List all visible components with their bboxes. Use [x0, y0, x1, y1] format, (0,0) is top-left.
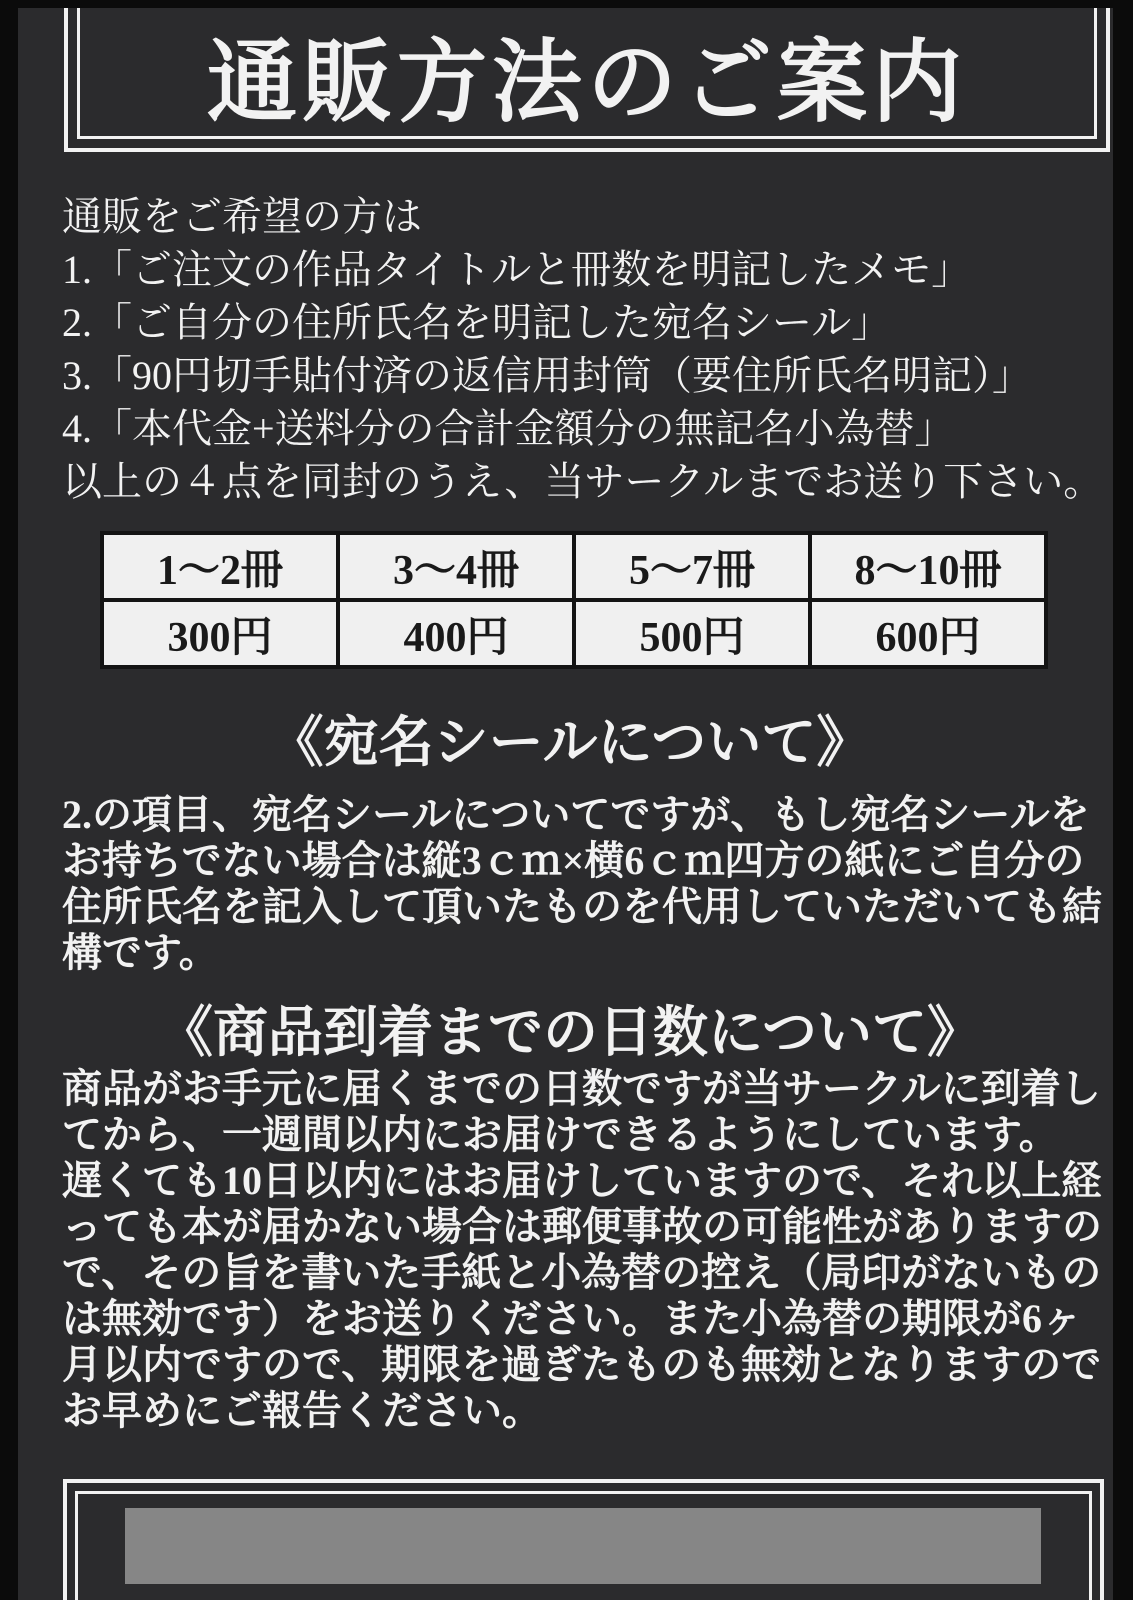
intro-line: 1.「ご注文の作品タイトルと冊数を明記したメモ」 [62, 247, 972, 292]
intro-line: 2.「ご自分の住所氏名を明記した宛名シール」 [62, 300, 892, 345]
intro-line: 以上の４点を同封のうえ、当サークルまでお送り下さい。 [62, 459, 1104, 504]
paragraph-line: で、その旨を書いた手紙と小為替の控え（局印がないもの [62, 1250, 1102, 1295]
intro-line: 4.「本代金+送料分の合計金額分の無記名小為替」 [62, 406, 955, 451]
paragraph-line: てから、一週間以内にお届けできるようにしています。 [62, 1112, 1059, 1157]
price-table-value-cell: 400円 [340, 602, 572, 665]
paragraph-line: お持ちでない場合は縦3ｃｍ×横6ｃｍ四方の紙にご自分の [62, 838, 1085, 883]
intro-line: 通販をご希望の方は [62, 194, 422, 239]
price-table-value-cell: 600円 [812, 602, 1044, 665]
paragraph-line: は無効です）をお送りください。また小為替の期限が6ヶ [62, 1296, 1082, 1341]
page-title: 通販方法のご案内 [207, 34, 967, 133]
redacted-address-area [125, 1508, 1041, 1584]
intro-text-block [62, 190, 1103, 508]
price-table-value-cell: 500円 [576, 602, 808, 665]
section-heading-address-label: 《宛名シールについて》 [268, 712, 872, 773]
paragraph-line: 商品がお手元に届くまでの日数ですが当サークルに到着し [62, 1066, 1101, 1111]
delivery-days-paragraph [62, 1066, 1102, 1434]
price-table-header-cell: 5～7冊 [576, 535, 808, 598]
price-table-value-cell: 300円 [104, 602, 336, 665]
paragraph-line: 構です。 [62, 930, 219, 975]
paragraph-line: お早めにご報告ください。 [62, 1388, 542, 1433]
paragraph-line: 遅くても10日以内にはお届けしていますので、それ以上経 [62, 1158, 1102, 1203]
price-table-header-cell: 1～2冊 [104, 535, 336, 598]
title-box [64, 0, 1110, 152]
section-heading-delivery-days: 《商品到着までの日数について》 [158, 1002, 982, 1063]
intro-line: 3.「90円切手貼付済の返信用封筒（要住所氏名明記）」 [62, 353, 1032, 398]
price-table-header-cell: 8～10冊 [812, 535, 1044, 598]
paragraph-line: 住所氏名を記入して頂いたものを代用していただいても結 [62, 884, 1102, 929]
scan-edge-left [0, 0, 18, 1600]
price-table-header-cell: 3～4冊 [340, 535, 572, 598]
paragraph-line: っても本が届かない場合は郵便事故の可能性がありますの [62, 1204, 1102, 1249]
scan-edge-top [0, 0, 1133, 8]
shipping-price-table [100, 531, 1048, 669]
paragraph-line: 月以内ですので、期限を過ぎたものも無効となりますので [62, 1342, 1102, 1387]
title-box-inner-border [77, 0, 1097, 139]
scan-edge-right [1113, 0, 1133, 1600]
paragraph-line: 2.の項目、宛名シールについてですが、もし宛名シールを [62, 792, 1090, 837]
address-label-paragraph [62, 792, 1102, 976]
